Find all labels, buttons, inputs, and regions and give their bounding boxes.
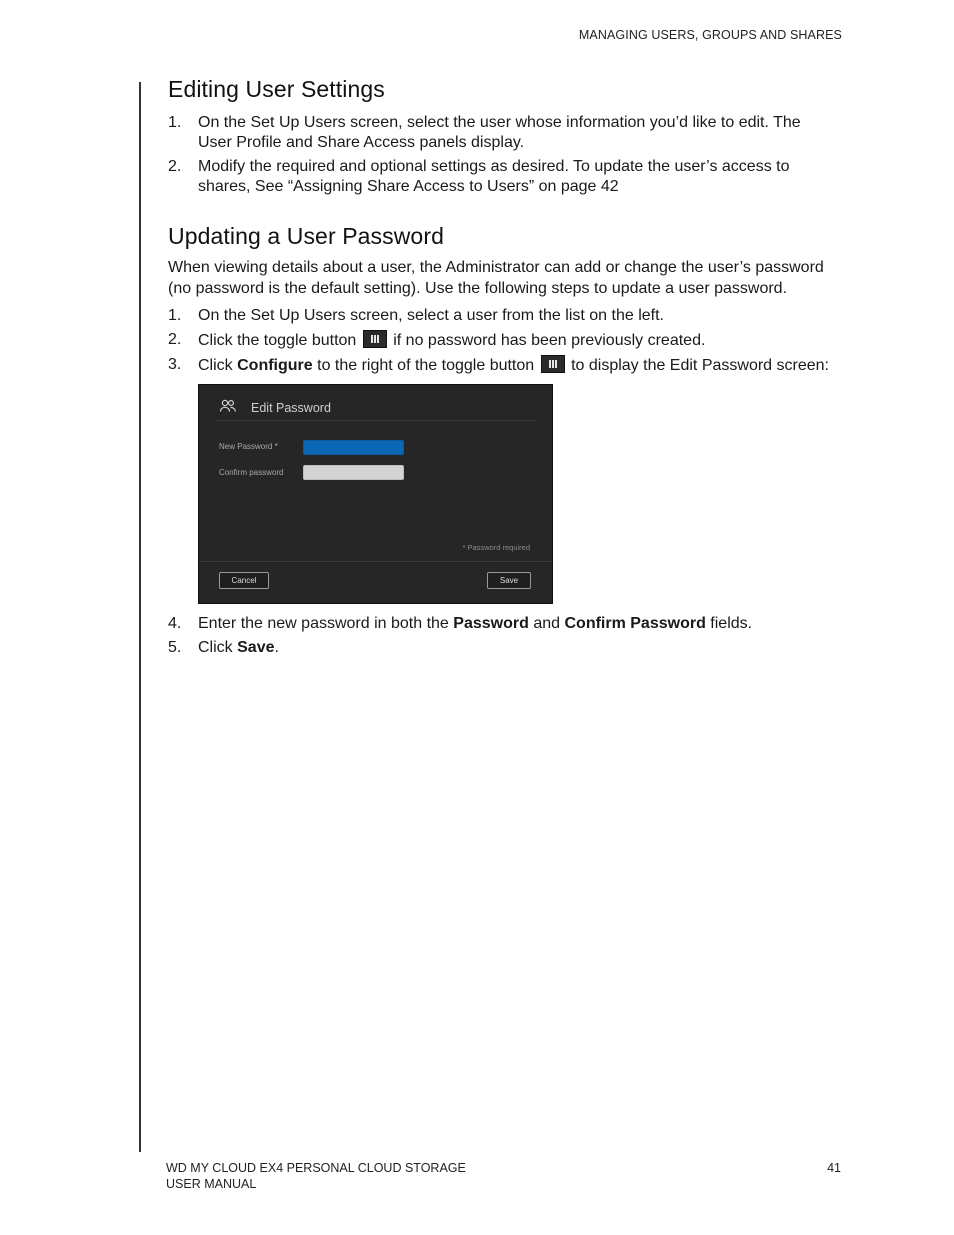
save-term: Save	[237, 639, 275, 656]
margin-rule	[139, 82, 141, 1152]
step-number: 1.	[168, 307, 182, 324]
footer-product-name: WD MY CLOUD EX4 PERSONAL CLOUD STORAGE	[166, 1161, 466, 1175]
intro-paragraph: When viewing details about a user, the Administrator can add or change the user’s password (no password is the default setting). Use the following steps to update a user password.	[168, 259, 824, 297]
step-text: fields.	[710, 615, 753, 632]
password-steps-continued	[168, 614, 838, 658]
step-text: On the Set Up Users screen, select a user from the list on the left.	[198, 307, 664, 324]
step-number: 1.	[168, 114, 182, 131]
running-header: MANAGING USERS, GROUPS AND SHARES	[578, 28, 842, 42]
footer-manual: USER MANUAL	[166, 1176, 257, 1191]
confirm-password-field[interactable]	[303, 465, 404, 480]
list-item	[168, 113, 838, 153]
list-item	[168, 330, 838, 351]
list-item	[168, 638, 838, 658]
step-text: if no password has been previously created.	[393, 332, 706, 349]
toggle-button-icon	[363, 330, 387, 348]
new-password-field[interactable]	[303, 440, 404, 455]
step-text: Modify the required and optional settings as desired. To update the user’s access to shares, See “Assigning Share Access to Users” on page 42	[198, 158, 790, 195]
list-item	[168, 614, 838, 634]
step-text: Click	[198, 357, 233, 374]
footer-product	[166, 1161, 466, 1192]
divider	[215, 420, 536, 421]
dialog-title: Edit Password	[251, 401, 331, 415]
divider	[199, 561, 552, 562]
step-text: to the right of the toggle button	[317, 357, 535, 374]
step-text: to display the Edit Password screen:	[571, 357, 829, 374]
users-icon	[219, 399, 237, 413]
new-password-label: New Password *	[219, 442, 278, 451]
step-text: Click	[198, 639, 233, 656]
heading-updating-password: Updating a User Password	[168, 223, 444, 249]
password-steps	[168, 306, 838, 376]
password-term: Password	[453, 615, 529, 632]
step-text: .	[274, 639, 279, 656]
list-item	[168, 157, 838, 197]
step-text: Click the toggle button	[198, 332, 357, 349]
cancel-button[interactable]: Cancel	[219, 572, 269, 589]
step-number: 3.	[168, 356, 182, 373]
heading-editing-user-settings: Editing User Settings	[168, 76, 385, 102]
edit-password-dialog	[198, 384, 553, 604]
required-note: * Password required	[462, 543, 530, 552]
step-text: Enter the new password in both the	[198, 615, 449, 632]
page-number: 41	[827, 1161, 841, 1175]
configure-term: Configure	[237, 357, 313, 374]
toggle-button-icon	[541, 355, 565, 373]
step-number: 2.	[168, 158, 182, 175]
step-text: On the Set Up Users screen, select the user whose information you’d like to edit. The User Profile and Share Access panels display.	[198, 114, 801, 151]
page-content	[168, 76, 838, 658]
confirm-password-term: Confirm Password	[564, 615, 706, 632]
step-number: 4.	[168, 615, 182, 632]
step-number: 2.	[168, 331, 182, 348]
list-item	[168, 306, 838, 326]
editing-steps	[168, 113, 838, 197]
save-button[interactable]: Save	[487, 572, 531, 589]
step-number: 5.	[168, 639, 182, 656]
list-item	[168, 355, 838, 376]
confirm-password-label: Confirm password	[219, 468, 284, 477]
step-text: and	[533, 615, 561, 632]
